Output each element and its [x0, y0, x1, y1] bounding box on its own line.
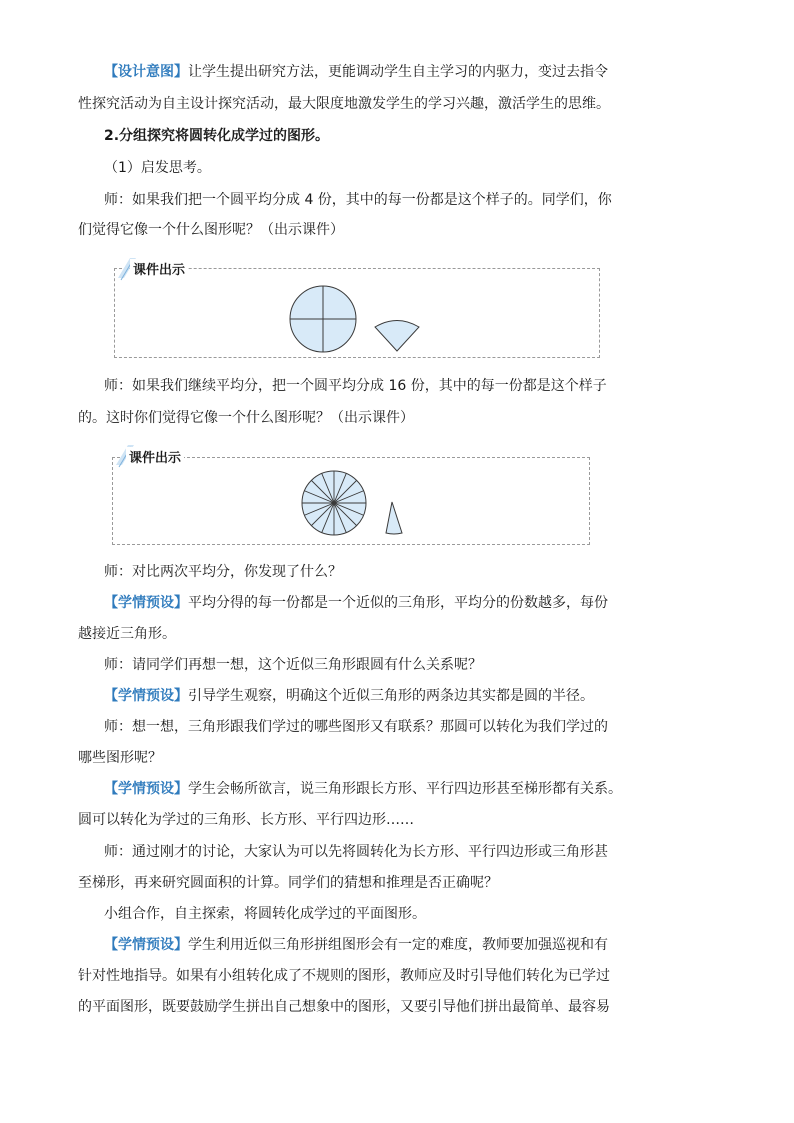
- design-intent-line-1: 【设计意图】让学生提出研究方法，更能调动学生自主学习的内驱力，变过去指令: [104, 64, 608, 80]
- section-heading: 2.分组探究将圆转化成学过的图形。: [104, 128, 330, 144]
- prediction-tag: 【学情预设】: [104, 781, 188, 797]
- activity-line: 小组合作，自主探索，将圆转化成学过的平面图形。: [104, 906, 426, 922]
- design-intent-line-2: 性探究活动为自主设计探究活动，最大限度地激发学生的学习兴趣，激活学生的思维。: [78, 96, 610, 112]
- teacher-line: 师：如果我们把一个圆平均分成 4 份，其中的每一份都是这个样子的。同学们，你: [104, 192, 612, 208]
- teacher-line: 师：通过刚才的讨论，大家认为可以先将圆转化为长方形、平行四边形或三角形甚: [104, 844, 608, 860]
- teacher-line: 师：想一想，三角形跟我们学过的哪些图形又有联系？那圆可以转化为我们学过的: [104, 719, 608, 735]
- prediction-line: 针对性地指导。如果有小组转化成了不规则的图形，教师应及时引导他们转化为已学过: [78, 968, 610, 984]
- teacher-line: 哪些图形呢？: [78, 750, 162, 766]
- teacher-line: 师：如果我们继续平均分，把一个圆平均分成 16 份，其中的每一份都是这个样子: [104, 378, 607, 394]
- prediction-line: 的平面图形，既要鼓励学生拼出自己想象中的图形，又要引导他们拼出最简单、最容易: [78, 999, 610, 1015]
- quarter-sector-figure: [372, 318, 422, 354]
- teacher-line: 师：请同学们再想一想，这个近似三角形跟圆有什么关系呢？: [104, 657, 482, 673]
- prediction-line: 【学情预设】引导学生观察，明确这个近似三角形的两条边其实都是圆的半径。: [104, 688, 594, 704]
- circle-sixteenths-figure: [300, 469, 368, 537]
- prediction-tag: 【学情预设】: [104, 595, 188, 611]
- prediction-line: 圆可以转化为学过的三角形、长方形、平行四边形……: [78, 812, 414, 828]
- design-intent-tag: 【设计意图】: [104, 64, 188, 80]
- prediction-line: 【学情预设】平均分得的每一份都是一个近似的三角形，平均分的份数越多，每份: [104, 595, 608, 611]
- prediction-tag: 【学情预设】: [104, 937, 188, 953]
- courseware-label: 课件出示: [126, 447, 184, 466]
- circle-quartered-figure: [288, 284, 358, 354]
- teacher-line: 们觉得它像一个什么图形呢？（出示课件）: [78, 222, 344, 238]
- courseware-label: 课件出示: [130, 259, 188, 278]
- prediction-tag: 【学情预设】: [104, 688, 188, 704]
- prediction-line: 【学情预设】学生会畅所欲言，说三角形跟长方形、平行四边形甚至梯形都有关系。: [104, 781, 622, 797]
- teacher-line: 的。这时你们觉得它像一个什么图形呢？（出示课件）: [78, 410, 414, 426]
- prediction-line: 越接近三角形。: [78, 626, 176, 642]
- teacher-line: 师：对比两次平均分，你发现了什么？: [104, 564, 342, 580]
- subsection-label: （1）启发思考。: [104, 160, 211, 176]
- teacher-line: 至梯形，再来研究圆面积的计算。同学们的猜想和推理是否正确呢？: [78, 875, 498, 891]
- sixteenth-sector-figure: [384, 500, 404, 536]
- prediction-line: 【学情预设】学生利用近似三角形拼组图形会有一定的难度，教师要加强巡视和有: [104, 937, 608, 953]
